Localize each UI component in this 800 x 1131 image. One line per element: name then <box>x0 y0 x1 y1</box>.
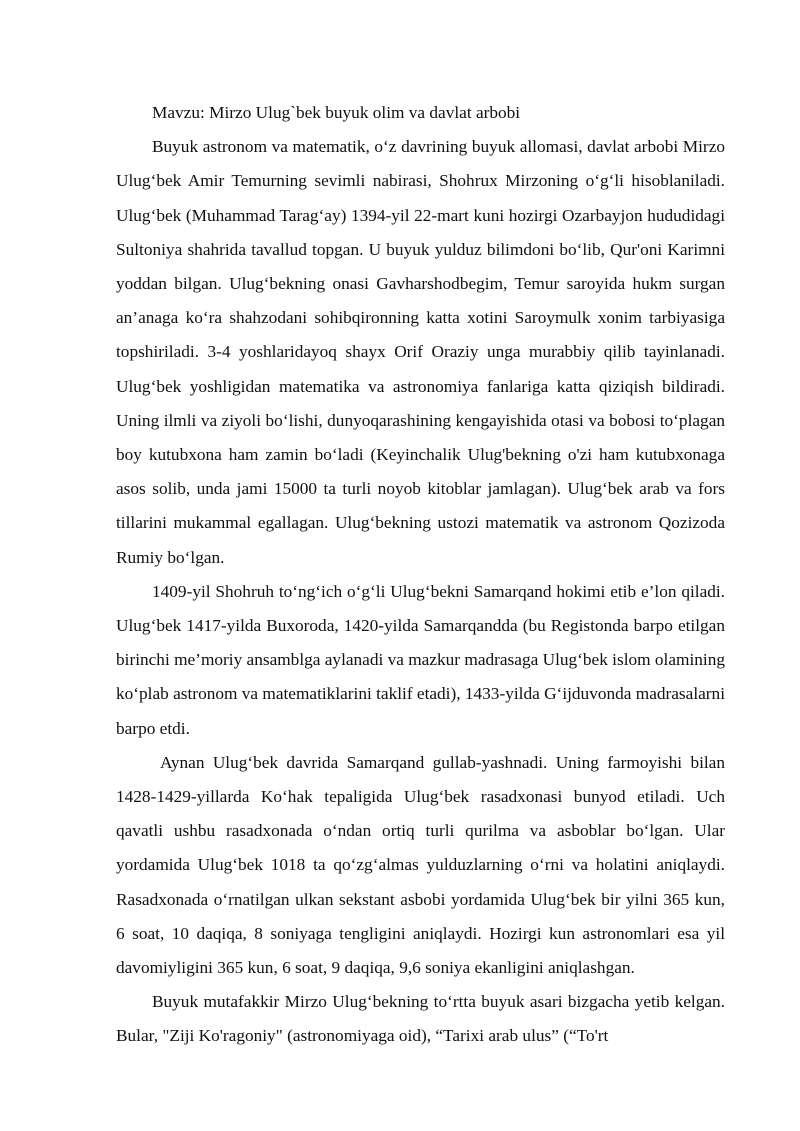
paragraph-observatory: Aynan Ulug‘bek davrida Samarqand gullab-yashnadi. Uning farmoyishi bilan 1428-1429-yillarda Ko‘hak tepaligida Ulug‘bek rasadxonasi bunyod etiladi. Uch qavatli ushbu rasadxonada o‘ndan ortiq turli qurilma va asboblar bo‘lgan. Ular yordamida Ulug‘bek 1018 ta qo‘zg‘almas yulduzlarning o‘rni va holatini aniqlaydi. Rasadxonada o‘rnatilgan ulkan sekstant asbobi yordamida Ulug‘bek bir yilni 365 kun, 6 soat, 10 daqiqa, 8 soniyaga tengligini aniqlaydi. Hozirgi kun astronomlari esa yil davomiyligini 365 kun, 6 soat, 9 daqiqa, 9,6 soniya ekanligini aniqlashgan. <box>116 752 725 978</box>
paragraph-biography: Buyuk astronom va matematik, o‘z davrining buyuk allomasi, davlat arbobi Mirzo Ulug‘bek Amir Temurning sevimli nabirasi, Shohrux Mirzoning o‘g‘li hisoblaniladi. Ulug‘bek (Muhammad Tarag‘ay) 1394-yil 22-mart kuni hozirgi Ozarbayjon hududidagi Sultoniya shahrida tavallud topgan. U buyuk yulduz bilimdoni bo‘lib, Qur'oni Karimni yoddan bilgan. Ulug‘bekning onasi Gavharshodbegim, Temur saroyida hukm surgan an’anaga ko‘ra shahzodani sohibqironning katta xotini Saroymulk xonim tarbiyasiga topshiriladi. 3-4 yoshlaridayoq shayx Orif Oraziy unga murabbiy qilib tayinlanadi. Ulug‘bek yoshligidan matematika va astronomiya fanlariga katta qiziqish bildiradi. Uning ilmli va ziyoli bo‘lishi, dunyoqarashining kengayishida otasi va bobosi to‘plagan boy kutubxona ham zamin bo‘ladi (Keyinchalik Ulug'bekning o'zi ham kutubxonaga asos solib, unda jami 15000 ta turli noyob kitoblar jamlagan). Ulug‘bek arab va fors tillarini mukammal egallagan. Ulug‘bekning ustozi matematik va astronom Qozizoda Rumiy bo‘lgan. <box>116 137 725 567</box>
document-title: Mavzu: Mirzo Ulug`bek buyuk olim va davlat arbobi <box>152 103 521 122</box>
paragraph-madrasas: 1409-yil Shohruh to‘ng‘ich o‘g‘li Ulug‘bekni Samarqand hokimi etib e’lon qiladi. Ulug‘bek 1417-yilda Buxoroda, 1420-yilda Samarqandda (bu Registonda barpo etilgan birinchi me’moriy ansamblga aylanadi va mazkur madrasaga Ulug‘bek islom olamining ko‘plab astronom va matematiklarini taklif etadi), 1433-yilda G‘ijduvonda madrasalarni barpo etdi. <box>116 581 725 738</box>
paragraph-works: Buyuk mutafakkir Mirzo Ulug‘bekning to‘rtta buyuk asari bizgacha yetib kelgan. Bular, "Ziji Ko'ragoniy" (astronomiyaga oid), “Tarixi arab ulus” (“To'rt <box>116 992 725 1046</box>
document-page <box>116 96 725 1054</box>
